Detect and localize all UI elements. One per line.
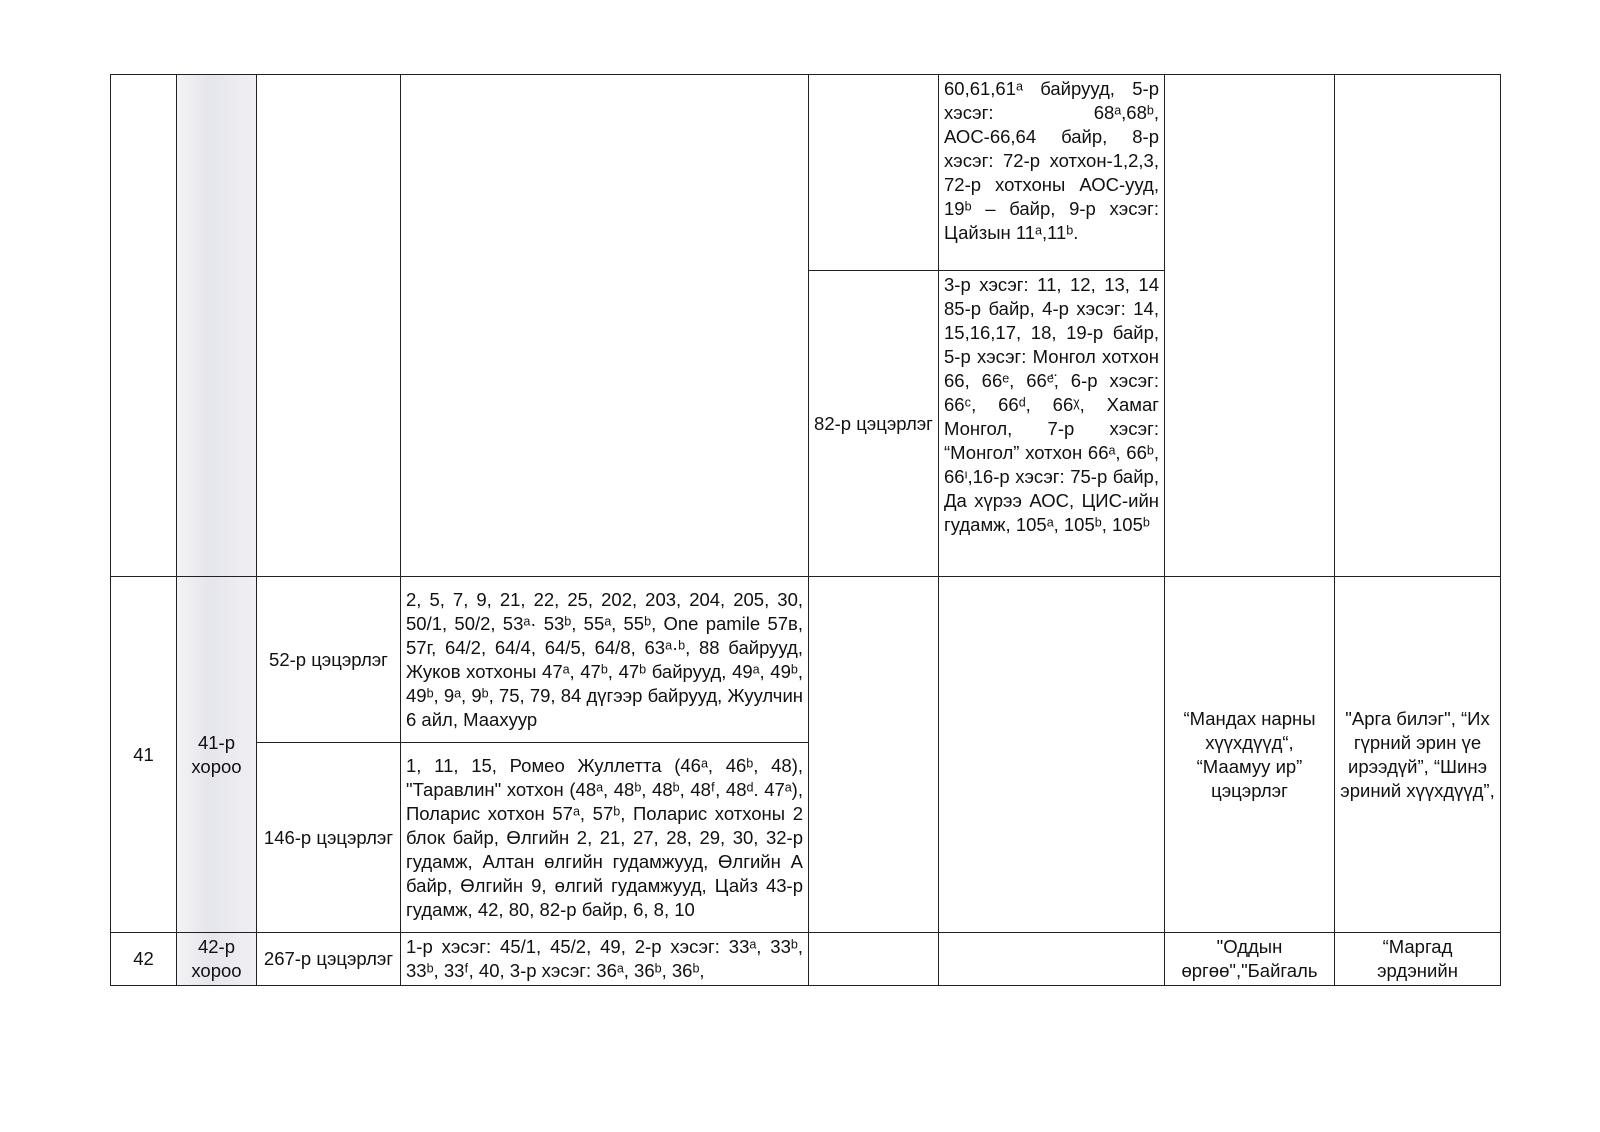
- private-school-text: “Маргад эрдэнийн: [1377, 936, 1458, 981]
- number-cell: [111, 75, 177, 577]
- sub-kindergarten-cell: [809, 933, 939, 986]
- sub-address-text: 60,61,61ᵃ байрууд, 5-р хэсэг: 68ᵃ,68ᵇ, АОС-66,64 байр, 8-р хэсэг: 72-р хотхон-1,2,3, 72-р хотхоны АОС-ууд, 19ᵇ – байр, 9-р хэсэг: Цайзын 11ᵃ,11ᵇ.: [944, 78, 1159, 243]
- sub-address-text: 3-р хэсэг: 11, 12, 13, 14 85-р байр, 4-р хэсэг: 14, 15,16,17, 18, 19-р байр, 5-р хэсэг: Монгол хотхон 66, 66ᵉ, 66ᵉ̈, 6-р хэсэг: 66ᶜ, 66ᵈ, 66ᵡ, Хамаг Монгол, 7-р хэсэг: “Монгол” хотхон 66ᵃ, 66ᵇ, 66ᶦ,16-р хэсэг: 75-р байр, Да хүрээ АОС, ЦИС-ийн гудамж, 105ᵃ, 105ᵇ, 105ᵇ: [944, 274, 1159, 535]
- kindergarten-label: 52-р цэцэрлэг: [269, 648, 388, 670]
- private-school-text: "Арга билэг", “Их гүрний эрин үе ирээдүй”, “Шинэ эриний хүүхдүүд”,: [1340, 707, 1495, 801]
- kindergarten-cell: [257, 933, 401, 986]
- enrollment-table: [110, 74, 1501, 986]
- address-text: 1, 11, 15, Ромео Жуллетта (46ᵃ, 46ᵇ, 48), "Таравлин" хотхон (48ᵃ, 48ᵇ, 48ᵇ, 48ᶠ, 48ᵈ. 47ᵃ), Поларис хотхон 57ᵃ, 57ᵇ, Поларис хотхоны 2 блок байр, Өлгийн 2, 21, 27, 28, 29, 30, 32-р гудамж, Алтан өлгийн гудамжууд, Өлгийн А байр, Өлгийн 9, өлгий гудамжууд, Цайз 43-р гудамж, 42, 80, 82-р байр, 6, 8, 10: [406, 754, 803, 920]
- private-school-cell: [1335, 75, 1501, 577]
- private-kindergarten-text: "Оддын өргөө","Байгаль: [1181, 936, 1318, 981]
- horoo-label: 42-р хороо: [191, 936, 242, 981]
- private-school-cell: [1335, 933, 1501, 986]
- kindergarten-label: 146-р цэцэрлэг: [263, 826, 394, 848]
- table-row: [111, 75, 1501, 271]
- row-number: 42: [133, 948, 154, 969]
- sub-kindergarten-cell: [809, 577, 939, 933]
- private-school-cell: [1335, 577, 1501, 933]
- sub-address-cell: [939, 271, 1165, 577]
- horoo-cell: [177, 577, 257, 933]
- address-cell: [401, 743, 809, 933]
- horoo-cell: [177, 75, 257, 577]
- kindergarten-cell: [257, 743, 401, 933]
- kindergarten-cell: [257, 75, 401, 577]
- kindergarten-label: 82-р цэцэрлэг: [814, 412, 933, 434]
- horoo-label: 41-р хороо: [191, 731, 242, 777]
- address-cell: [401, 933, 809, 986]
- kindergarten-cell: [257, 577, 401, 743]
- private-kindergarten-cell: [1165, 933, 1335, 986]
- sub-kindergarten-cell: [809, 75, 939, 271]
- row-number: 41: [133, 743, 154, 765]
- horoo-cell: [177, 933, 257, 986]
- sub-address-cell: [939, 577, 1165, 933]
- private-kindergarten-text: “Мандах нарны хүүхдүүд“, “Маамуу ир” цэцэрлэг: [1183, 707, 1316, 801]
- private-kindergarten-cell: [1165, 577, 1335, 933]
- address-cell: [401, 75, 809, 577]
- kindergarten-label: 267-р цэцэрлэг: [263, 948, 394, 969]
- number-cell: [111, 577, 177, 933]
- table-row: [111, 933, 1501, 986]
- sub-address-cell: [939, 75, 1165, 271]
- table-row: [111, 577, 1501, 743]
- sub-address-cell: [939, 933, 1165, 986]
- number-cell: [111, 933, 177, 986]
- private-kindergarten-cell: [1165, 75, 1335, 577]
- sub-kindergarten-cell: [809, 271, 939, 577]
- address-cell: [401, 577, 809, 743]
- address-text: 2, 5, 7, 9, 21, 22, 25, 202, 203, 204, 205, 30, 50/1, 50/2, 53ᵃ· 53ᵇ, 55ᵃ, 55ᵇ, One pamile 57в, 57г, 64/2, 64/4, 64/5, 64/8, 63ᵃ·ᵇ, 88 байрууд, Жуков хотхоны 47ᵃ, 47ᵇ, 47ᵇ байрууд, 49ᵃ, 49ᵇ, 49ᵇ, 9ᵃ, 9ᵇ, 75, 79, 84 дүгээр байрууд, Жуулчин 6 айл, Маахуур: [406, 588, 803, 730]
- address-text: 1-р хэсэг: 45/1, 45/2, 49, 2-р хэсэг: 33ᵃ, 33ᵇ, 33ᵇ, 33ᶠ, 40, 3-р хэсэг: 36ᵃ, 36ᵇ, 36ᵇ,: [406, 936, 803, 981]
